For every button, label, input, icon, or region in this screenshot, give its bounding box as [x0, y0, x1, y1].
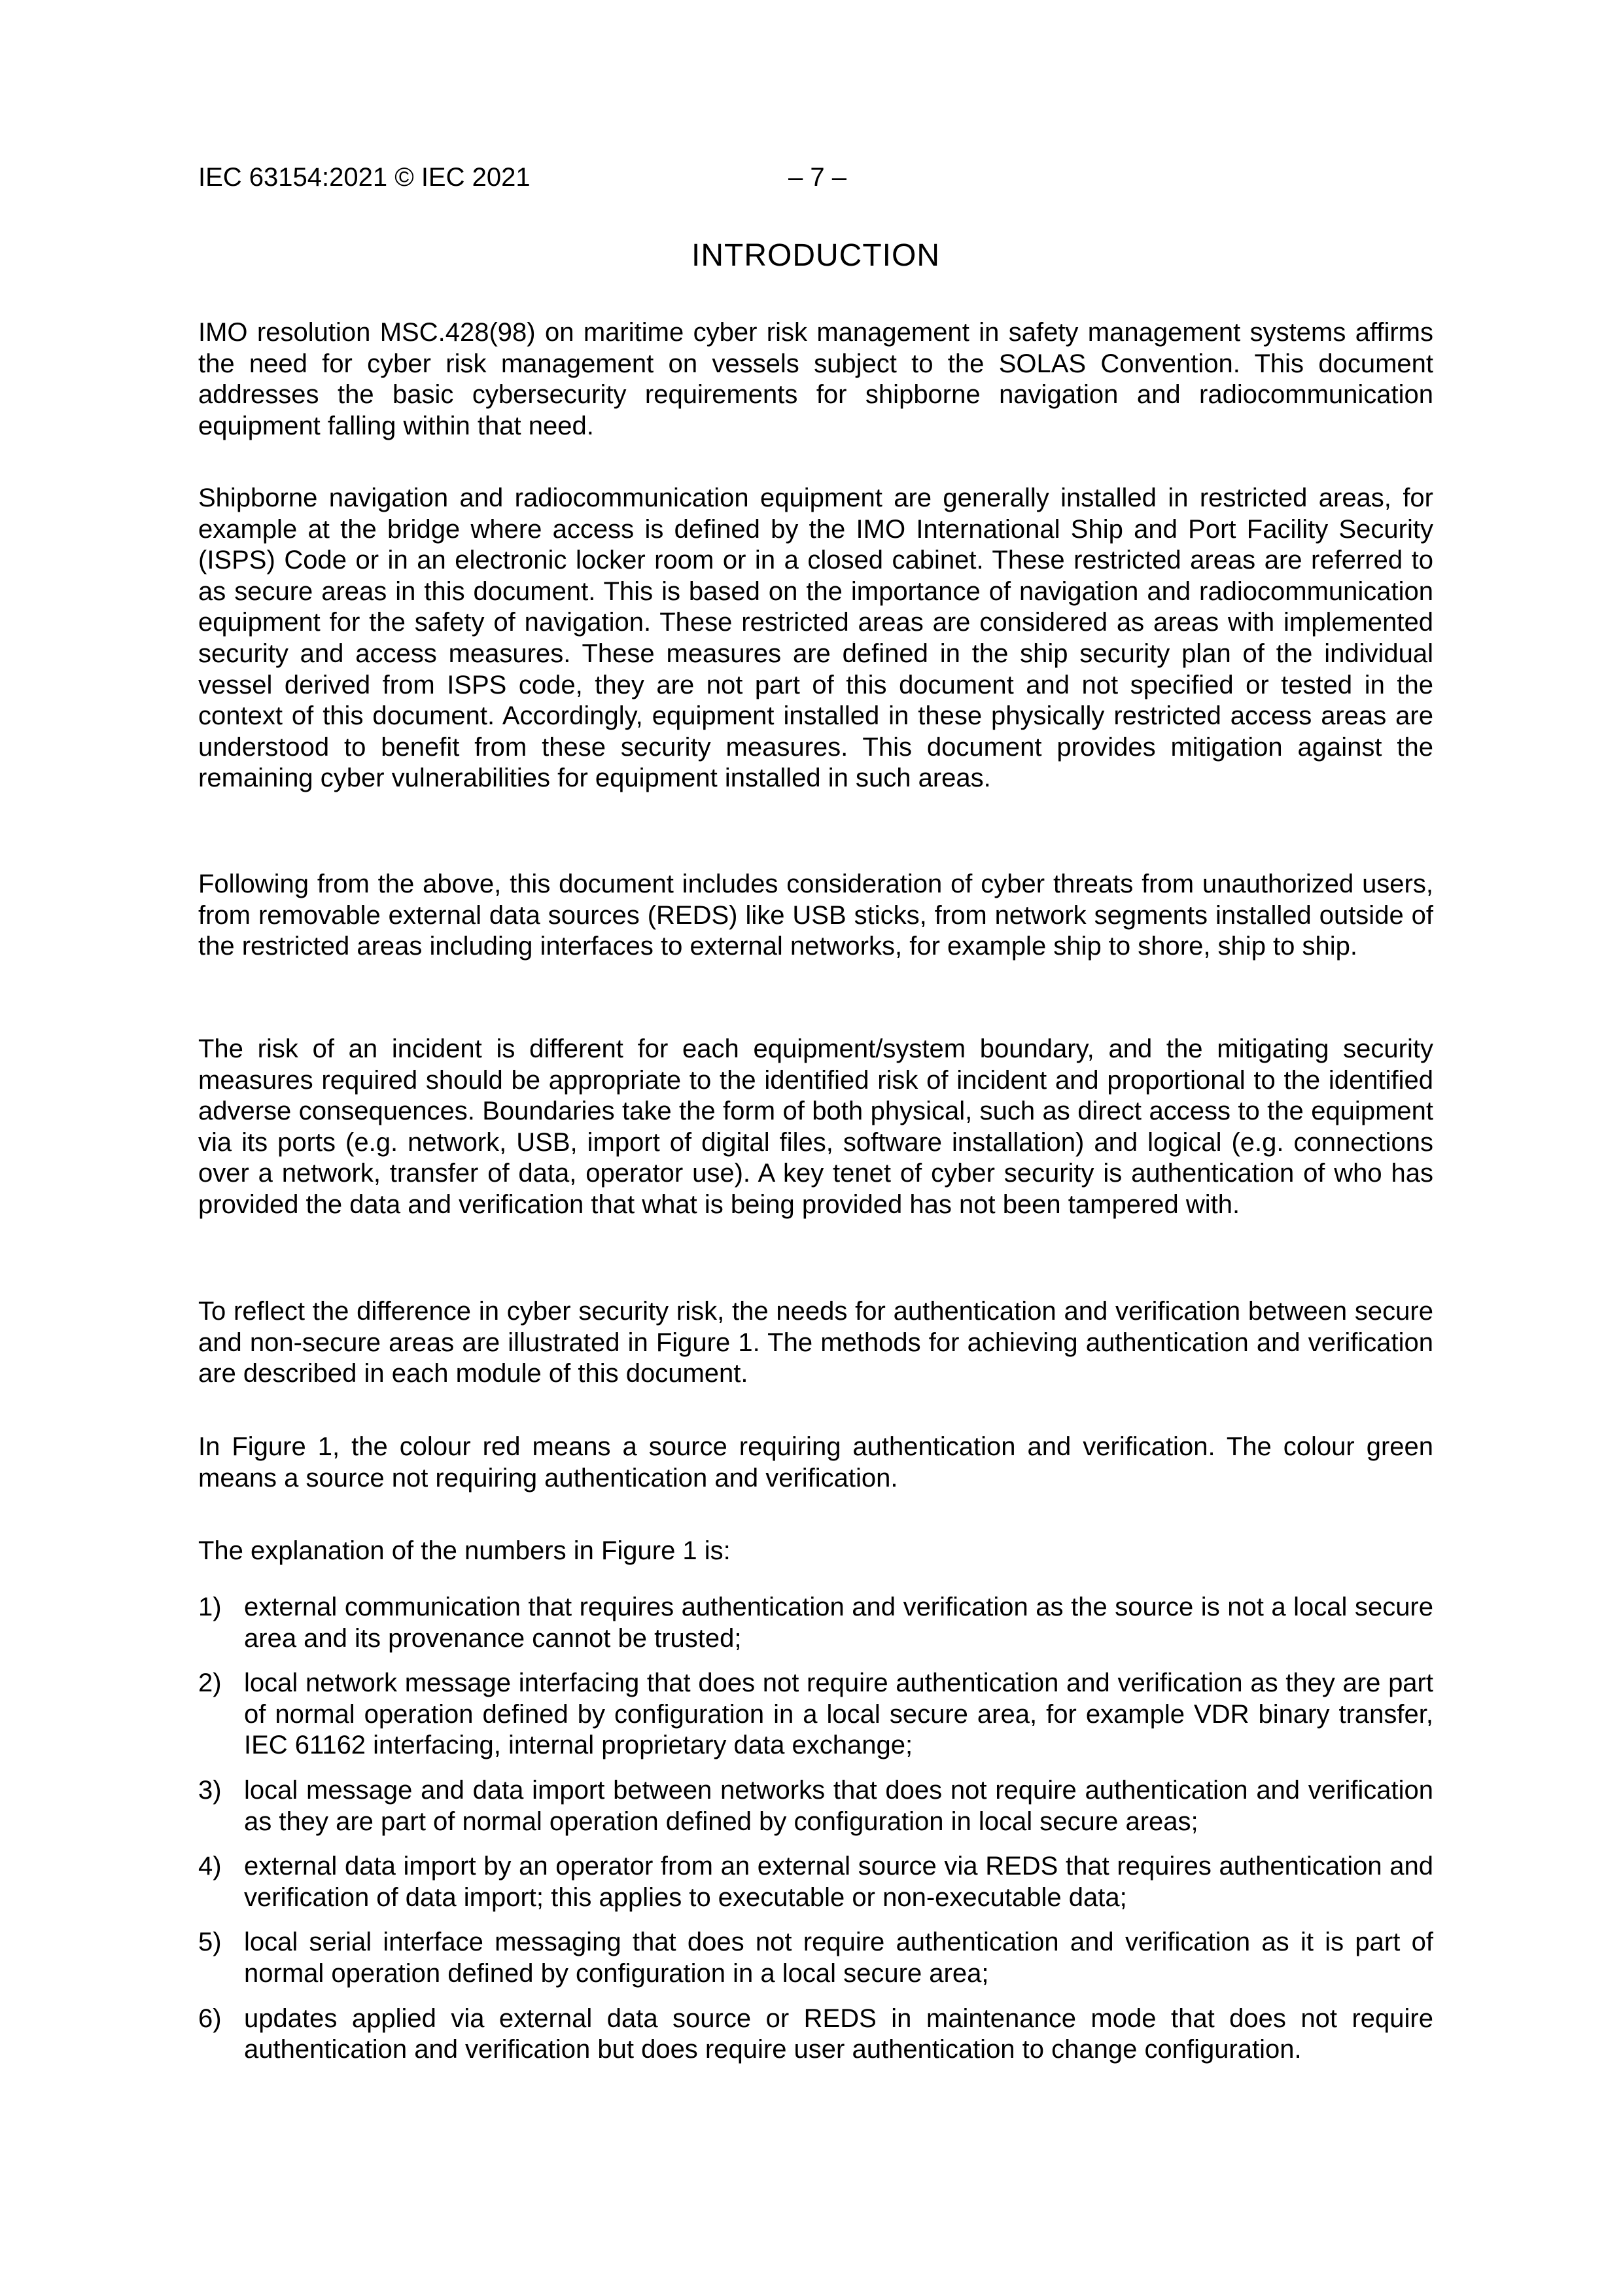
paragraph-6: In Figure 1, the colour red means a source requiring authentication and verification. The colour green means a source not requiring authentication and verification.: [198, 1432, 1433, 1492]
page-header: [198, 161, 1441, 194]
list-item: [198, 1668, 1433, 1761]
list-item-text: external data import by an operator from an external source via REDS that requires authentication and verification of data import; this applies to executable or non-executable data;: [244, 1852, 1433, 1912]
list-item: [198, 1775, 1433, 1837]
paragraph-5: To reflect the difference in cyber security risk, the needs for authentication and verification between secure and non-secure areas are illustrated in Figure 1. The methods for achieving authentication and verification are described in each module of this document.: [198, 1297, 1433, 1388]
list-item-text: local message and data import between networks that does not require authentication and verification as they are part of normal operation defined by configuration in local secure areas;: [244, 1775, 1433, 1836]
document-id: IEC 63154:2021 © IEC 2021: [198, 163, 531, 192]
list-item-text: updates applied via external data source or REDS in maintenance mode that does not require authentication and verification but does require user authentication to change configuration.: [244, 2004, 1433, 2064]
list-item: [198, 1851, 1433, 1913]
list-item-number: 6): [198, 2004, 222, 2033]
numbered-list: [198, 1592, 1433, 2079]
paragraph-3: Following from the above, this document includes consideration of cyber threats from unauthorized users, from removable external data sources (REDS) like USB sticks, from network segments installed outside of the restricted areas including interfaces to external networks, for example ship to shore, ship to ship.: [198, 870, 1433, 961]
paragraph-1: IMO resolution MSC.428(98) on maritime cyber risk management in safety management systems affirms the need for cyber risk management on vessels subject to the SOLAS Convention. This document addresses the basic cybersecurity requirements for shipborne navigation and radiocommunication equipment falling within that need.: [198, 318, 1433, 440]
list-item-text: external communication that requires authentication and verification as the source is not a local secure area and its provenance cannot be trusted;: [244, 1593, 1433, 1653]
paragraph-4: The risk of an incident is different for each equipment/system boundary, and the mitigating security measures required should be appropriate to the identified risk of incident and proportional to the identified adverse consequences. Boundaries take the form of both physical, such as direct access to the equipment via its ports (e.g. network, USB, import of digital files, software installation) and logical (e.g. connections over a network, transfer of data, operator use). A key tenet of cyber security is authentication of who has provided the data and verification that what is being provided has not been tampered with.: [198, 1034, 1433, 1219]
list-item: [198, 1592, 1433, 1654]
list-item-text: local network message interfacing that does not require authentication and verification as they are part of normal operation defined by configuration in a local secure area, for example VDR binary transfer, IEC 61162 interfacing, internal proprietary data exchange;: [244, 1669, 1433, 1760]
list-item-number: 4): [198, 1852, 222, 1881]
section-title: INTRODUCTION: [691, 238, 940, 273]
list-item: [198, 1927, 1433, 1989]
list-item-number: 2): [198, 1669, 222, 1698]
list-item-number: 3): [198, 1775, 222, 1805]
list-item-text: local serial interface messaging that does not require authentication and verification as it is part of normal operation defined by configuration in a local secure area;: [244, 1928, 1433, 1988]
paragraph-7: The explanation of the numbers in Figure 1 is:: [198, 1536, 731, 1565]
page-number: – 7 –: [788, 163, 846, 192]
paragraph-2: Shipborne navigation and radiocommunication equipment are generally installed in restricted areas, for example at the bridge where access is defined by the IMO International Ship and Port Facility Security (ISPS) Code or in an electronic locker room or in a closed cabinet. These restricted areas are referred to as secure areas in this document. This is based on the importance of navigation and radiocommunication equipment for the safety of navigation. These restricted areas are considered as areas with implemented security and access measures. These measures are defined in the ship security plan of the individual vessel derived from ISPS code, they are not part of this document and not specified or tested in the context of this document. Accordingly, equipment installed in these physically restricted access areas are understood to benefit from these security measures. This document provides mitigation against the remaining cyber vulnerabilities for equipment installed in such areas.: [198, 484, 1433, 793]
list-item: [198, 2004, 1433, 2066]
list-item-number: 1): [198, 1593, 222, 1621]
list-item-number: 5): [198, 1928, 222, 1957]
